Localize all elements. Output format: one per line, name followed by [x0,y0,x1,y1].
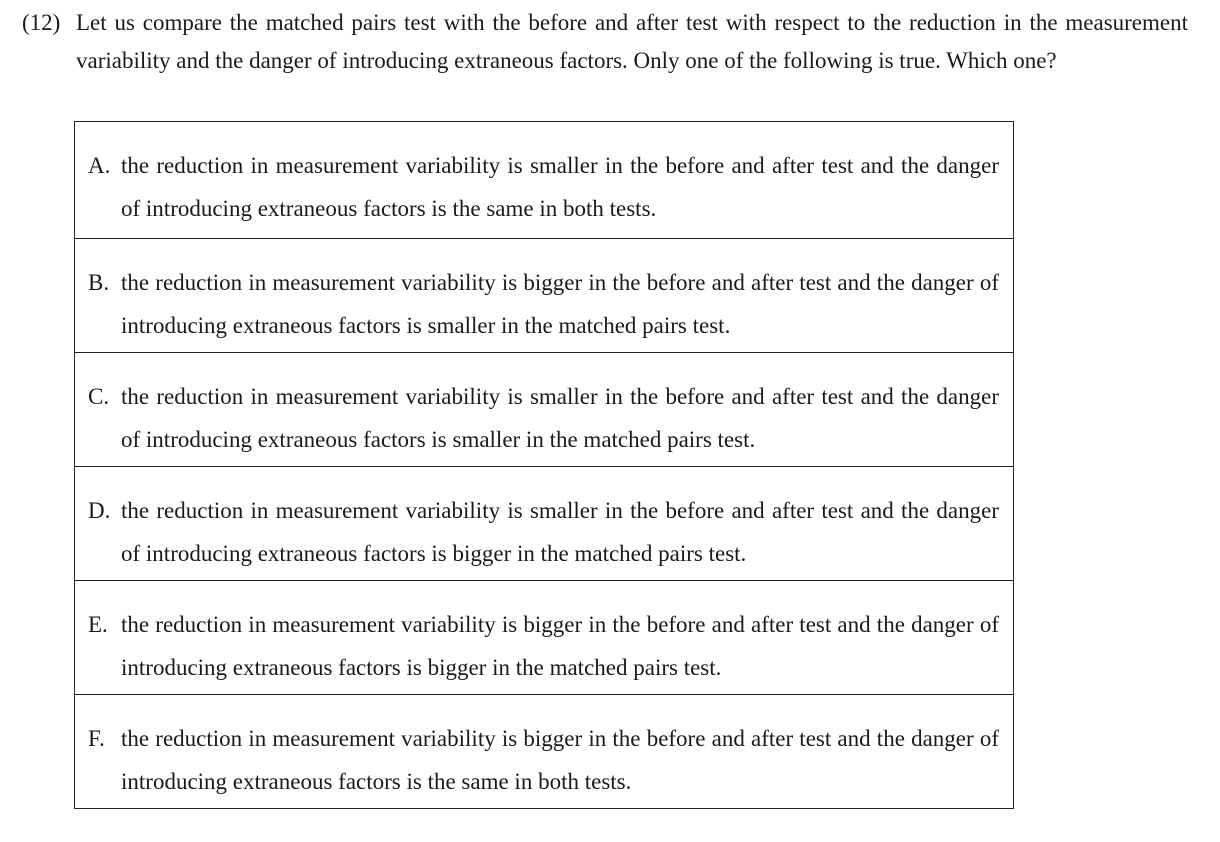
option-f[interactable] [75,694,1013,808]
option-text: the reduction in measurement variability is bigger in the before and after test and the danger of introducing extraneous factors is bigger in the matched pairs test. [121,612,999,680]
option-letter: A. [88,153,111,178]
option-letter: D. [88,498,111,523]
option-d[interactable] [75,466,1013,580]
options-table [74,121,1014,809]
question-text: Let us compare the matched pairs test with the before and after test with respect to the reduction in the measurement variability and the danger of introducing extraneous factors. Only one of the following is true. Which one? [76,10,1188,73]
option-text: the reduction in measurement variability is bigger in the before and after test and the danger of introducing extraneous factors is the same in both tests. [121,726,999,794]
question-stem [22,4,1192,80]
option-letter: E. [88,612,108,637]
option-text: the reduction in measurement variability is smaller in the before and after test and the danger of introducing extraneous factors is the same in both tests. [121,153,999,221]
option-e[interactable] [75,580,1013,694]
option-a[interactable] [75,122,1013,238]
option-letter: C. [88,384,110,409]
question-number: (12) [22,10,61,35]
option-letter: B. [88,270,110,295]
option-text: the reduction in measurement variability is smaller in the before and after test and the danger of introducing extraneous factors is smaller in the matched pairs test. [121,384,999,452]
question [22,4,1192,80]
option-b[interactable] [75,238,1013,352]
option-letter: F. [88,726,105,751]
option-text: the reduction in measurement variability is bigger in the before and after test and the danger of introducing extraneous factors is smaller in the matched pairs test. [121,270,999,338]
option-text: the reduction in measurement variability is smaller in the before and after test and the danger of introducing extraneous factors is bigger in the matched pairs test. [121,498,999,566]
option-c[interactable] [75,352,1013,466]
